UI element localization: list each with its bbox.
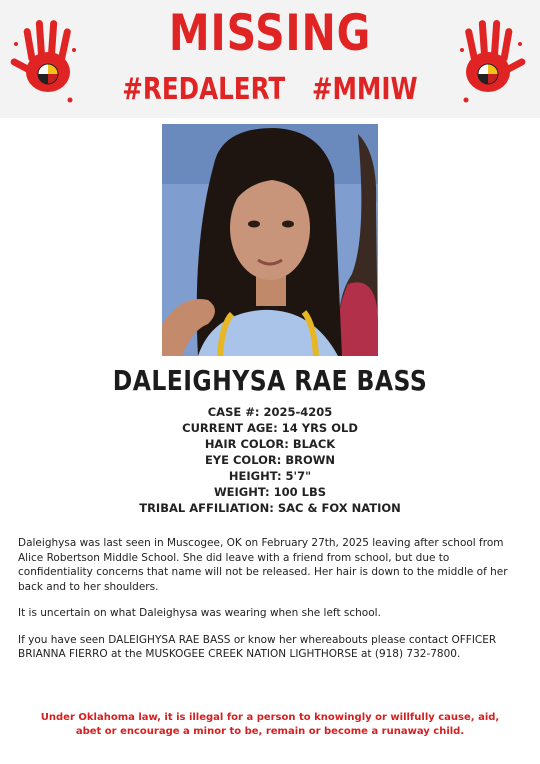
legal-notice: Under Oklahoma law, it is illegal for a person to knowingly or willfully cause, aid, abet or encourage a minor to be, remain or become a runaway child. [40,712,500,737]
hashtag-mmiw: #MMIW [311,72,418,107]
current-age: CURRENT AGE: 14 YRS OLD [182,421,358,435]
eye-color: EYE COLOR: BROWN [204,453,336,467]
description [18,536,524,674]
person-details [0,404,540,516]
red-handprint-icon [452,10,528,106]
clothing-paragraph: It is uncertain on what Daleighysa was wearing when she left school. [18,607,381,619]
missing-person-photo [162,124,378,356]
weight: WEIGHT: 100 LBS [213,485,327,499]
person-name: DALEIGHYSA RAE BASS [112,364,428,397]
case-number: CASE #: 2025-4205 [207,405,333,419]
page-title: MISSING [168,4,372,62]
poster-header [0,0,540,118]
contact-paragraph: If you have seen DALEIGHYSA RAE BASS or know her whereabouts please contact OFFICER BRIANNA FIERRO at the MUSKOGEE CREEK NATION LIGHTHORSE at (918) 732-7800. [18,633,497,660]
height: HEIGHT: 5'7" [228,469,312,483]
last-seen-paragraph: Daleighysa was last seen in Muscogee, OK on February 27th, 2025 leaving after school from Alice Robertson Middle School. She did leave with a friend from school, but due to confidentiality concerns that name will not be released. Her hair is down to the middle of her back and to her shoulders. [18,537,508,593]
hashtag-redalert: #REDALERT [122,72,286,107]
hair-color: HAIR COLOR: BLACK [204,437,336,451]
hashtag-line [49,72,492,108]
tribal-affiliation: TRIBAL AFFILIATION: SAC & FOX NATION [139,501,401,515]
